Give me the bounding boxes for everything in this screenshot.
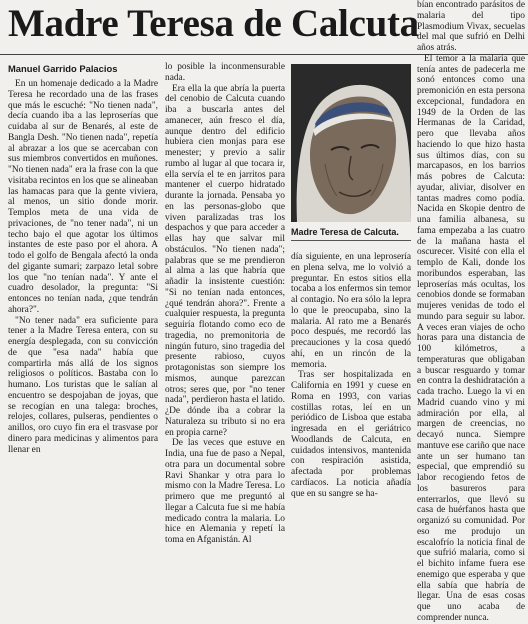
- caption-rule: [291, 240, 411, 241]
- paragraph: En un homenaje dedicado a la Madre Teresa he recordado una de las frases que más le escuché: "No tienen nada", decía cuando iba a las leproserías que cuidaba al sur de Benarés, al este de Bangla Desh. "No tienen nada", repetía al abrazar a los que se acercaban con sus miembros convertidos en muñones. "No tienen nada" era la frase con la que visitaba recintos en los que se alineaban las hamacas para que la gente viviera, al menos, un sitio donde morir. Templos meta de una vida de privaciones, de "no tener nada", ni un techo bajo el que agotar los últimos instantes de este paso por el ahora. A todo el golfo de Bengala afectó la onda del gigante sumari; zarpazo letal sobre los que "no tenían nada". Y ante el cuadro desolador, la pregunta: "Si entonces no tenían nada, ¿que tendrán ahora?".: [8, 79, 158, 315]
- paragraph: bían encontrado parásitos de malaria del tipo Plasmodium Vivax, secuelas del mal que sufrió en Delhi años atrás.: [417, 0, 525, 53]
- byline: Manuel Garrido Palacios: [8, 63, 118, 74]
- photo-caption: Madre Teresa de Calcuta.: [291, 227, 399, 237]
- article-column-3: [291, 252, 411, 499]
- paragraph: Era ella la que abría la puerta del cenobio de Calcuta cuando iba a buscarla antes del amanecer, aún fresco el día, aunque dentro del edificio hubiera cien monjas para ese menester; y previo a salir rumbo al lugar al que tocara ir, ella servía el te en jarritos para mantener el cuerpo hidratado durante la jornada. Pensaba yo en las personas-globo que viven paralizadas tras los despachos y que para acceder a ellas hay que salvar mil obstáculos. "No tienen nada"; palabras que se me prendieron al alma a las que habría que añadir la insistente cuestión: "Si no tenían nada entonces, ¿qué tendrán ahora?". Frente a cualquier respuesta, la pregunta seguiría flotando como eco de tragedia, no premonitoria de ningún futuro, sino tragedia del presente rabioso, cuyos protagonistas son siempre los mismos, aunque parezcan otros; seres que, por "no tener nada", perdieron hasta el latido. ¿De dónde iba a cobrar la Naturaleza su tributo si no era en propia carne?: [165, 83, 285, 438]
- paragraph: día siguiente, en una leprosería en plena selva, me lo volvió a preguntar. En estos sitios ella tocaba a los enfermos sin temor al contagio. No era sólo la lepra lo que le preocupaba, sino la malaria. Al rato me a Benarés poco después, me recordó las precauciones y la cosa quedó ahí, en un rincón de la memoria.: [291, 252, 411, 370]
- article-column-1: [8, 62, 158, 476]
- paragraph: "No tener nada" era suficiente para tener a la Madre Teresa entera, con su energía desplegada, con su convicción de que "esa nada" había que compartirla más allá de los signos religiosos o políticos. Bastaba con lo humano. Los turistas que le salían al encuentro se despojaban de joyas, que se recogían en una talega: broches, relojes, collares, pulseras, pendientes o anillos, oro cuyo fin era el trasvase por dinero para medicinas y alimentos para llenar en: [8, 315, 158, 455]
- paragraph: De las veces que estuve en India, una fue de paso a Nepal, otra para un documental sobre Ravi Shankar y otra para lo mismo con la Madre Teresa. Lo primero que me preguntó al llegar a Calcuta fue si me había medicado contra la malaria. Lo hice en Alemania y repetí la toma en Afganistán. Al: [165, 438, 285, 545]
- paragraph: lo posible la inconmensurable nada.: [165, 62, 285, 83]
- paragraph: Tras ser hospitalizada en California en 1991 y cuese en Roma en 1993, con varias costillas rotas, leí en un periódico de Lisboa que estaba ingresada en el geriátrico Woodlands de Calcuta, en cuidados intensivos, mantenida con respiración asistida, afectada por problemas cardíacos. La noticia añadía que en su sangre se ha-: [291, 370, 411, 499]
- article-column-2: [165, 62, 285, 545]
- portrait-image: [291, 64, 411, 222]
- article-column-4: [417, 0, 525, 623]
- portrait-photo: [291, 64, 411, 222]
- paragraph: El temor a la malaria que tenía antes de padecerla me sonó entonces como una premonición en esta persona excepcional, fundadora en 1949 de la Orden de las Hermanas de la Caridad, pero que llevaba años haciendo lo que hizo hasta sus últimos días, con su marcapasos, en los barrios más pobres de Calcuta: ayudar, aliviar, disolver en tantas madres como podía. Nacida en Skopie dentro de una familia albanesa, su fama empezaba a las cuatro de la mañana hasta el oscurecer. Visité con ella el templo de Kali, donde los moribundos esperaban, las leproserías más ocultas, los cenobios donde se formaban mujeres venidas de todo el mundo para seguir su labor. A veces eran viajes de ocho horas para una distancia de 100 kilómetros, a temperaturas que obligaban a buscar resguardo y tomar en contra la deshidratación a cada tracho. Luego la vi en Madrid cuando vino y mi admiración por ella, al margen de creencias, no decayó nunca. Siempre mantuve ese cariño que nace ante un ser humano tan especial, que emprendió su labor recogiendo fetos de los basureros para enterrarlos, que llevó su casa de huérfanos hasta que organizó su comunidad. Por eso me produjo un escalofrío la noticia final de que sufrió malaria, como si el bichito infame fuera ese enemigo que esperaba y que ella sabía que habría de llegar. Una de esas cosas que uno acaba de comprender nunca.: [417, 53, 525, 623]
- headline: Madre Teresa de Calcuta: [8, 2, 419, 45]
